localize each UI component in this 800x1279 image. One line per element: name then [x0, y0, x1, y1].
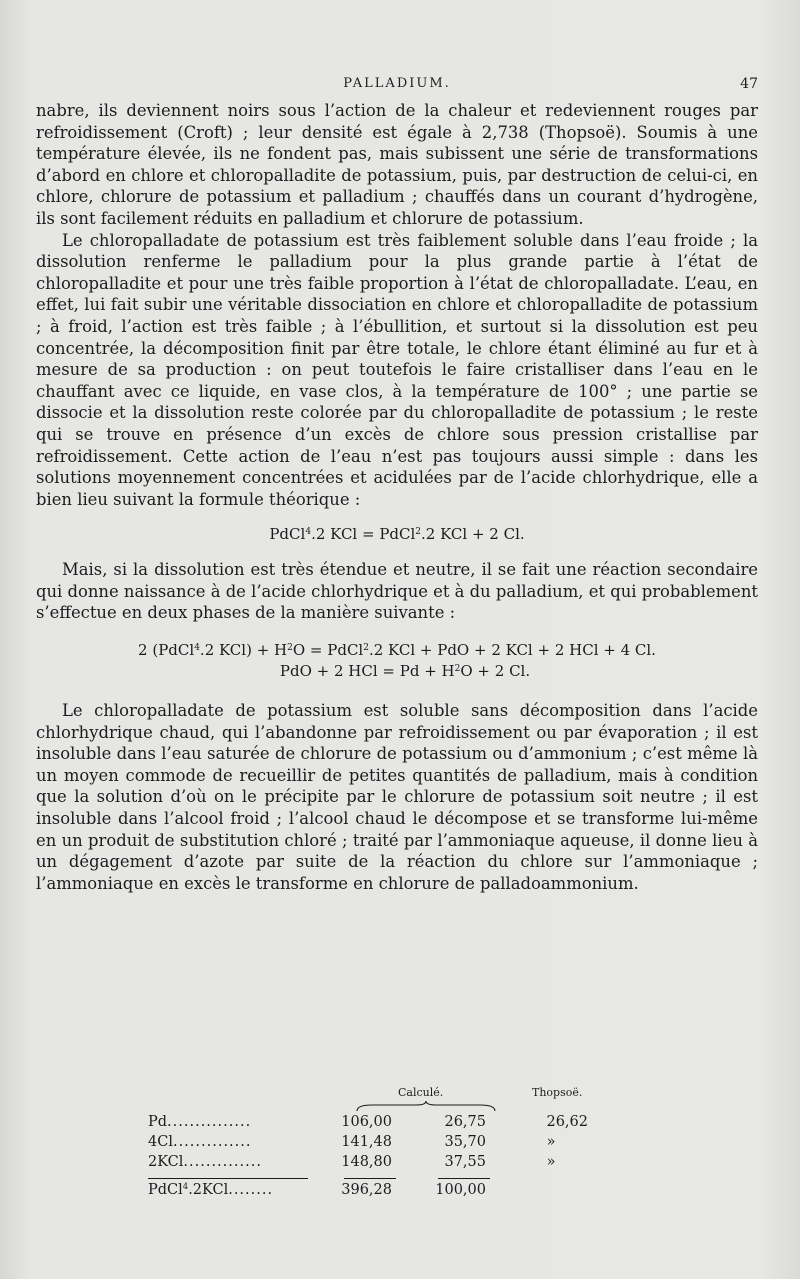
- formula-2-part-c: O = PdCl: [292, 641, 364, 660]
- total-calc-value-1: 396,28: [341, 1182, 392, 1198]
- column-header-calcule: Calculé.: [398, 1086, 444, 1099]
- formula-2-sup-a: 4: [194, 643, 200, 654]
- body-text: [36, 100, 758, 894]
- running-title: PALLADIUM.: [343, 76, 451, 91]
- formula-3: [36, 661, 758, 682]
- leader-dots: ..............: [183, 1154, 262, 1170]
- calc-value-2: 26,75: [444, 1114, 486, 1130]
- page-number: 47: [740, 76, 758, 92]
- formula-2-part-a: 2 (PdCl: [138, 641, 195, 660]
- formula-2-part-b: .2 KCl) + H: [199, 641, 288, 660]
- composition-table: [148, 1086, 608, 1216]
- total-rule-calc2: [438, 1178, 490, 1179]
- total-label-sup: 4: [182, 1182, 189, 1192]
- formula-1-part-c: .2 KCl + 2 Cl.: [421, 525, 525, 544]
- total-label-b: .2KCl: [188, 1182, 229, 1198]
- formula-1-sup-b: 2: [415, 527, 422, 538]
- paragraph-2: Le chloropalladate de potassium est très faiblement soluble dans l’eau froide ; la dissolution renferme le palladium pour la plus grande partie à l’état de chloropalladite et pour une très faible proportion à l’état de chloropalladate. L’eau, en effet, lui fait subir une véritable dissociation en chlore et chloropalladite de potassium ; à froid, l’action est très faible ; à l’ébullition, et surtout si la dissolution est peu concentrée, la décomposition finit par être totale, le chlore étant éliminé au fur et à mesure de sa production : on peut toutefois le faire cristalliser dans l’eau en le chauffant avec ce liquide, en vase clos, à la température de 100° ; une partie se dissocie et la dissolution reste colorée par du chloropalladite de potassium ; le reste qui se trouve en présence d’un excès de chlore sous pression cristallise par refroidissement. Cette action de l’eau n’est pas toujours aussi simple : dans les solutions moyennement concentrées et acidulées par de l’acide chlorhydrique, elle a bien lieu suivant la formule théorique :: [36, 230, 758, 509]
- table-total-row: [148, 1182, 608, 1202]
- leader-dots: ..............: [172, 1134, 252, 1150]
- table-row: [148, 1154, 608, 1174]
- calc-value-1: 141,48: [341, 1134, 392, 1150]
- paragraph-3: Mais, si la dissolution est très étendue et neutre, il se fait une réaction secondaire qui donne naissance à de l’acide chlorhydrique et à du palladium, et qui probablement s’effectue en deux phases de la manière suivante :: [36, 560, 758, 623]
- total-calc-value-2: 100,00: [435, 1182, 486, 1198]
- calcule-brace: [356, 1100, 496, 1112]
- paragraph-4: Le chloropalladate de potassium est soluble sans décomposition dans l’acide chlorhydrique chaud, qui l’abandonne par refroidissement ou par évaporation ; il est insoluble dans l’eau saturée de chlorure de potassium ou d’ammonium ; c’est même là un moyen commode de recueillir de petites quantités de palladium, mais à condition que la solution d’où on le précipite par le chlorure de potassium soit neutre ; il est insoluble dans l’alcool froid ; l’alcool chaud le décompose et se transforme lui-même en un produit de substitution chloré ; traité par l’ammoniaque aqueuse, il donne lieu à un dégagement d’azote par suite de la réaction du chlore sur l’ammoniaque ; l’ammoniaque en excès le transforme en chlorure de palladoammonium.: [36, 701, 758, 893]
- formula-1: [36, 524, 758, 545]
- thopsoe-value: 26,62: [546, 1114, 588, 1130]
- total-label: [148, 1182, 308, 1198]
- paragraph-1: nabre, ils deviennent noirs sous l’action de la chaleur et redeviennent rouges par refroidissement (Croft) ; leur densité est égale à 2,738 (Thopsoë). Soumis à une température élevée, ils ne fondent pas, mais subissent une série de transformations d’abord en chlore et chloropalladite de potassium, puis, par destruction de celui-ci, en chlore, chlorure de potassium et palladium ; chauffés dans un courant d’hydrogène, ils sont facilement réduits en palladium et chlorure de potassium.: [36, 101, 758, 228]
- leader-dots: ...............: [167, 1114, 252, 1130]
- row-label: [148, 1134, 308, 1150]
- formula-3-part-a: PdO + 2 HCl = Pd + H: [279, 662, 455, 681]
- formula-3-sup-a: 2: [454, 664, 461, 675]
- formula-1-part-b: .2 KCl = PdCl: [311, 525, 416, 544]
- calc-value-2: 35,70: [444, 1134, 486, 1150]
- leader-dots: ........: [228, 1182, 274, 1198]
- column-header-thopsoe: Thopsoë.: [532, 1086, 583, 1099]
- calc-value-1: 106,00: [341, 1114, 392, 1130]
- formula-2: [36, 640, 758, 682]
- calc-value-2: 37,55: [444, 1154, 486, 1170]
- calc-value-1: 148,80: [341, 1154, 392, 1170]
- page-header: [36, 76, 758, 98]
- row-label-text: Pd: [148, 1114, 168, 1130]
- total-rule-calc1: [344, 1178, 396, 1179]
- formula-1-part-a: PdCl: [269, 525, 306, 544]
- thopsoe-value: »: [546, 1154, 556, 1170]
- total-label-a: PdCl: [148, 1182, 183, 1198]
- row-label-text: 4Cl: [148, 1134, 173, 1150]
- formula-2-sup-b: 2: [287, 643, 293, 654]
- formula-2-part-d: .2 KCl + PdO + 2 KCl + 2 HCl + 4 Cl.: [368, 641, 656, 660]
- row-label: [148, 1114, 308, 1130]
- formula-1-sup-a: 4: [305, 527, 312, 538]
- formula-2-sup-c: 2: [363, 643, 369, 654]
- table-row: [148, 1134, 608, 1154]
- formula-3-part-b: O + 2 Cl.: [460, 662, 531, 681]
- row-label: [148, 1154, 308, 1170]
- table-row: [148, 1114, 608, 1134]
- total-rule-label: [148, 1178, 308, 1179]
- thopsoe-value: »: [546, 1134, 556, 1150]
- row-label-text: 2KCl: [148, 1154, 184, 1170]
